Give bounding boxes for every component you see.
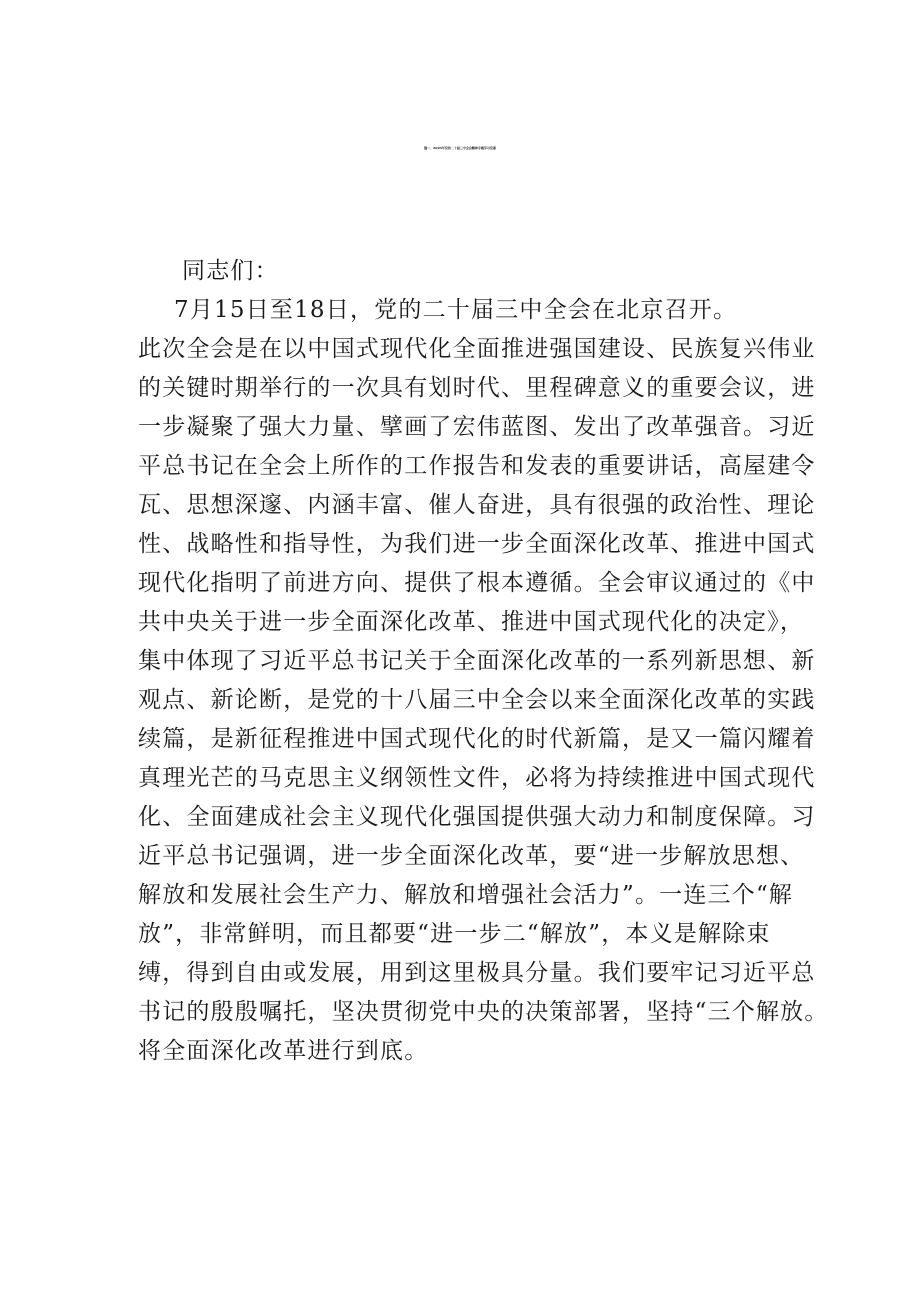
body-line: 性、战略性和指导性，为我们进一步全面深化改革、推进中国式 xyxy=(138,531,816,557)
body-line: 的关键时期举行的一次具有划时代、里程碑意义的重要会议，进 xyxy=(138,375,816,401)
body-line: 现代化指明了前进方向、提供了根本遵循。全会审议通过的《中 xyxy=(138,570,816,596)
body-line: 集中体现了习近平总书记关于全面深化改革的一系列新思想、新 xyxy=(138,648,816,674)
body-line: 解放和发展社会生产力、解放和增强社会活力”。一连三个“解 xyxy=(138,882,794,908)
body-line: 化、全面建成社会主义现代化强国提供强大动力和制度保障。习 xyxy=(138,804,816,830)
body-line: 放”，非常鲜明，而且都要“进一步二“解放”，本义是解除束 xyxy=(138,921,771,947)
lead-paragraph-line: 7月15日至18日，党的二十届三中全会在北京召开。 xyxy=(174,297,738,323)
document-title: 篇一、2Q24年党的二十届三中全会精神专题学习党课 xyxy=(424,146,496,150)
body-line: 观点、新论断，是党的十八届三中全会以来全面深化改革的实践 xyxy=(138,687,816,713)
body-line: 瓦、思想深邃、内涵丰富、催人奋进，具有很强的政治性、理论 xyxy=(138,492,816,518)
body-line: 共中央关于进一步全面深化改革、推进中国式现代化的决定》， xyxy=(138,609,805,635)
body-line: 平总书记在全会上所作的工作报告和发表的重要讲话，高屋建令 xyxy=(138,453,816,479)
body-line: 近平总书记强调，进一步全面深化改革，要“进一步解放思想、 xyxy=(138,843,805,869)
body-line: 此次全会是在以中国式现代化全面推进强国建设、民族复兴伟业 xyxy=(138,336,816,362)
body-line: 一步凝聚了强大力量、擘画了宏伟蓝图、发出了改革强音。习近 xyxy=(138,414,816,440)
body-line: 书记的殷殷嘱托，坚决贯彻党中央的决策部署，坚持“三个解放。 xyxy=(138,999,829,1025)
body-line: 真理光芒的马克思主义纲领性文件，必将为持续推进中国式现代 xyxy=(138,765,816,791)
body-line: 将全面深化改革进行到底。 xyxy=(138,1038,429,1064)
body-line: 续篇，是新征程推进中国式现代化的时代新篇，是又一篇闪耀着 xyxy=(138,726,816,752)
salutation: 同志们： xyxy=(182,258,279,284)
body-line: 缚，得到自由或发展，用到这里极具分量。我们要牢记习近平总 xyxy=(138,960,816,986)
